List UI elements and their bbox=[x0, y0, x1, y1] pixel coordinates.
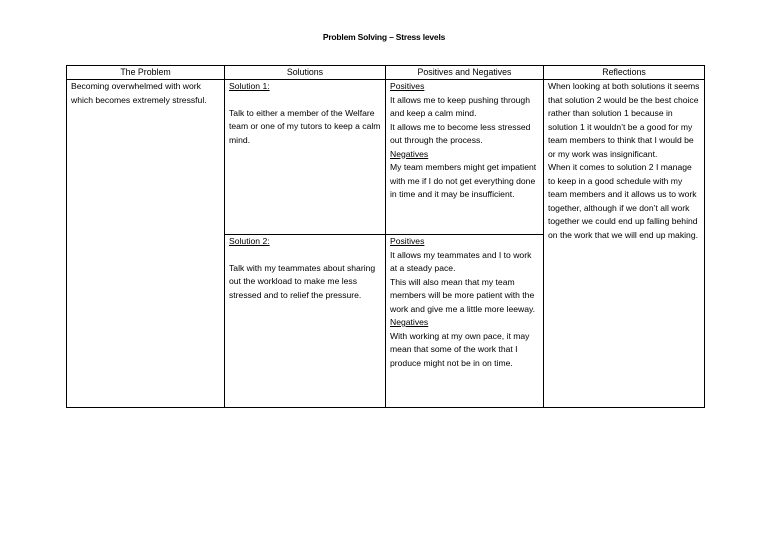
problem-cell bbox=[67, 80, 225, 408]
problem-text: Becoming overwhelmed with work which becomes extremely stressful. bbox=[71, 81, 207, 105]
solution-2-negative: With working at my own pace, it may mean that some of the work that I produce might not be in on time. bbox=[390, 330, 530, 368]
header-problem: The Problem bbox=[67, 66, 225, 80]
header-reflections: Reflections bbox=[544, 66, 705, 80]
solution-2-text: Talk with my teammates about sharing out the workload to make me less stressed and to relief the pressure. bbox=[229, 262, 376, 300]
header-row bbox=[67, 66, 705, 80]
solution-1-negatives-heading: Negatives bbox=[390, 148, 429, 159]
solution-2-heading: Solution 2: bbox=[229, 236, 270, 246]
solution-1-positive: It allows me to become less stressed out through the process. bbox=[390, 121, 531, 145]
reflection-paragraph: When it comes to solution 2 I manage to keep in a good schedule with my team members and it allows us to work together, although if we don’t all work together we could end up falling behind on the work that we will end up making. bbox=[548, 162, 698, 240]
solution-2-positives-heading: Positives bbox=[390, 236, 425, 246]
solution-2-posneg-cell bbox=[386, 235, 544, 408]
solution-1-heading: Solution 1: bbox=[229, 81, 270, 91]
solution-1-text: Talk to either a member of the Welfare team or one of my tutors to keep a calm mind. bbox=[229, 107, 381, 145]
solution-1-cell bbox=[225, 80, 386, 235]
solution-2-positive: This will also mean that my team members will be more patient with the work and give me a little more leeway. bbox=[390, 276, 536, 314]
header-positives-negatives: Positives and Negatives bbox=[386, 66, 544, 80]
solution-2-cell bbox=[225, 235, 386, 408]
reflections-cell bbox=[544, 80, 705, 408]
header-solutions: Solutions bbox=[225, 66, 386, 80]
solution-1-posneg-cell bbox=[386, 80, 544, 235]
solution-1-row bbox=[67, 80, 705, 235]
document-title: Problem Solving – Stress levels bbox=[322, 32, 446, 42]
problem-solving-table bbox=[66, 65, 705, 408]
solution-1-positive: It allows me to keep pushing through and keep a calm mind. bbox=[390, 94, 530, 118]
solution-2-positive: It allows my teammates and I to work at a steady pace. bbox=[390, 249, 532, 273]
solution-1-negative: My team members might get impatient with me if I do not get everything done in time and it may be insufficient. bbox=[390, 162, 537, 199]
solution-2-negatives-heading: Negatives bbox=[390, 317, 429, 327]
reflection-paragraph: When looking at both solutions it seems that solution 2 would be the best choice rather than solution 1 because in solution 1 it wouldn’t be a good for my team members to think that I would be or my work was insignificant. bbox=[548, 81, 700, 159]
solution-1-positives-heading: Positives bbox=[390, 81, 425, 91]
